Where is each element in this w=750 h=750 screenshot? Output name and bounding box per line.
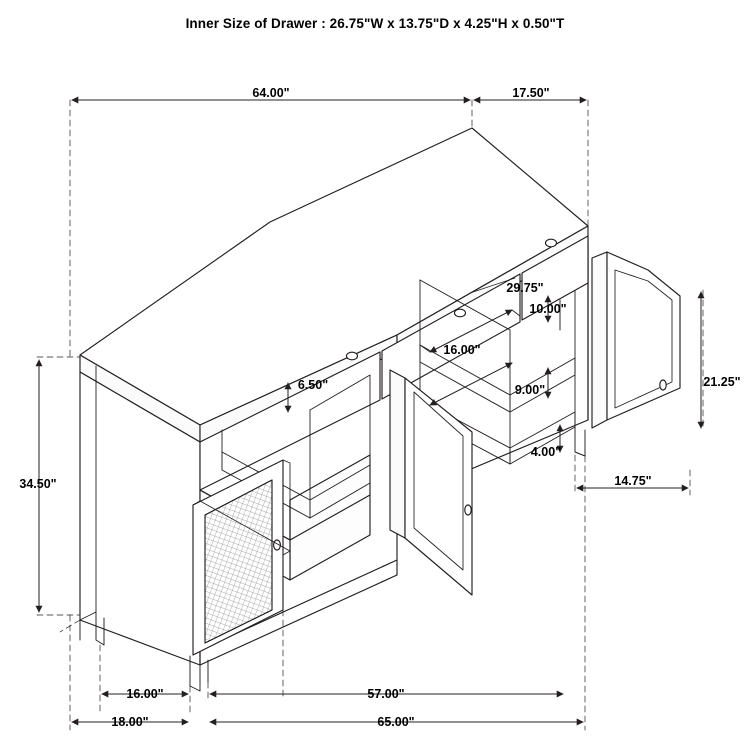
dim-door-height-right: 21.25" [703,375,741,389]
dim-overall-height: 34.50" [19,477,57,491]
dim-upper-compartment-height: 10.00" [529,302,567,316]
dim-top-depth: 17.50" [512,86,550,100]
dim-door-swing-depth: 14.75" [614,474,652,488]
dim-front-span: 57.00" [367,687,405,701]
dim-lower-compartment-height: 9.00" [514,383,546,397]
dim-base-depth-left: 18.00" [111,715,149,729]
page-title: Inner Size of Drawer : 26.75"W x 13.75"D x 4.25"H x 0.50"T [185,16,565,31]
dim-middle-shelf-width: 16.00" [443,343,481,357]
dim-plinth-height: 4.00" [530,445,562,459]
dim-drawer-front-height: 6.50" [297,378,329,392]
dim-overall-width: 65.00" [377,715,415,729]
dim-left-door-width: 16.00" [126,687,164,701]
dim-top-width: 64.00" [252,86,290,100]
dim-interior-shelf-width: 29.75" [506,281,544,295]
